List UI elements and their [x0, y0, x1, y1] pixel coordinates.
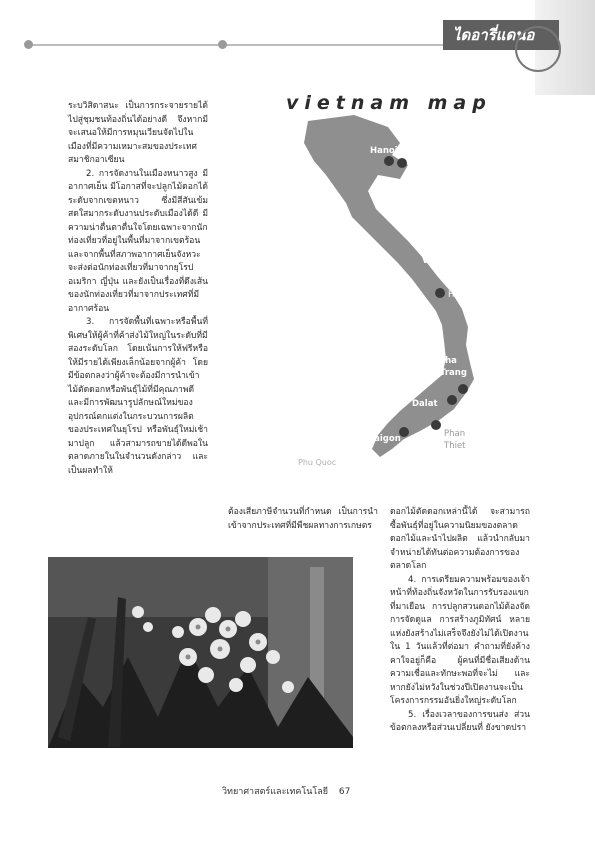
map-label-nhatrang-2: Trang — [440, 368, 467, 378]
footer-journal-name: วิทยาศาสตร์และเทคโนโลยี — [222, 787, 329, 797]
header-circle-ornament — [515, 26, 561, 72]
footer-page-number: 67 — [338, 787, 351, 797]
right-column — [390, 506, 530, 736]
left-paragraph-3: 3. การจัดพื้นที่เฉพาะหรือพื้นที่พิเศษให้ผู้ค้าที่ค้าส่งไม้ใหญ่ในระดับที่มีสองระดับโลก โดยเน้นการให้ฟรีหรือให้มีรายได้เพียงเล็กน้อยจากผู้ค้า โดยมีข้อตกลงว่าผู้ค้าจะต้องมีการนำเข้าไม้ตัดดอกหรือพันธุ์ไม้ที่มีคุณภาพดีและมีการพัฒนารูปลักษณ์ใหม่ของอุปกรณ์ตกแต่งในกระบวนการผลิตของประเทศในยุโรป หรือพันธุ์ใหม่เช้ามาปลูก แล้วสามารถขายได้ดีพอในตลาดภายในในจำนวนดังกล่าว และเป็นผลทำให้ — [68, 317, 208, 476]
left-column — [68, 100, 208, 478]
map-marker-hanoi-2 — [397, 158, 407, 168]
map-label-saigon: Saigon — [368, 434, 401, 444]
map-marker-phanthiet — [431, 420, 441, 430]
vietnam-land-shape — [304, 115, 474, 457]
footer — [222, 784, 350, 798]
map-label-haiphong: Hai Phong — [408, 172, 452, 182]
left-paragraph-1: ระบวิสิดาสนะ เป็นการกระจายรายได้ไปสู่ชุมชนท้องถิ่นได้อย่างดี จึงหากมีจะเสนอให้มีการหมุนเวียนจัดไปในเมืองที่มีความเหมาะสมของประเทศสมาชิกอาเซียน — [68, 101, 208, 165]
header-rule-dot-mid — [218, 40, 227, 49]
section-label: ไดอารี่แดนอวิทย์ — [443, 20, 559, 50]
vietnam-map — [296, 113, 526, 483]
orchid-photo-image — [48, 557, 353, 748]
map-marker-dalat — [447, 395, 457, 405]
map-marker-hoian — [435, 288, 445, 298]
right-paragraph-1: ดอกไม้ตัดดอกเหล่านี้ได้ จะสามารถซื้อพันธุ์ที่อยู่ในความนิยมของตลาดดอกไม้และนำไปผลิต แล้วนำกลับมาจำหน่ายได้ทันต่อความต้องการของตลาดโลก — [390, 507, 530, 571]
map-marker-nhatrang — [458, 384, 468, 394]
map-label-hoian: Hoi An — [448, 290, 476, 300]
map-label-phanthiet-2: Thiet — [444, 441, 466, 451]
map-title: vietnam map — [286, 92, 492, 114]
right-paragraph-2: 4. การเตรียมความพร้อมของเจ้าหน้าที่ท้องถิ่นจังหวัดในการรับรองแขกที่มาเยือน การปลูกสวนดอกไม้ต้องจัด การจัดดูแล การสร้างภูมิทัศน์ หลายแห่งยังสร้างไม่เสร็จจึงยังไม่ได้เปิดงานใน 1 วันแล้วที่ต่อมา คำถามที่ยังค้างคาใจอยู่ก็คือ ผู้คนที่มีชื่อเสียงด้านความเชื่อและทักษะพอที่จะไม่ และหากยังไม่หวังในช่วงปีเปิดงานจะเป็นโครงการกรรมอันยิ่งใหญ่ระดับโลก — [390, 574, 530, 706]
map-marker-hanoi-1 — [384, 156, 394, 166]
map-label-phanthiet-1: Phan — [444, 429, 466, 439]
orchid-photo — [48, 557, 353, 748]
left-paragraph-2: 2. การจัดงานในเมืองหนาวสูง มีอากาศเย็น มีโอกาสที่จะปลูกไม้ดอกได้ระดับจากเขตหนาว ซึ่งมีสีสันเข้มสดใสมากระดับงานประดับเมืองได้ดี มีความน่าตื่นตาตื่นใจโดยเฉพาะจากนักท่องเที่ยวที่อยู่ในพื้นที่มาจากเขตร้อนและจากพื้นที่สภาพอากาศเย็นจังหวะจะส่งต่อนักท่องเที่ยวที่มาจากยุโรป อเมริกา ญี่ปุ่น และยังเป็นเรื่องที่ดึงเส้นของนักท่องเที่ยวที่มาจากประเทศที่มีอากาศร้อน — [68, 168, 208, 314]
map-label-nhatrang-1: Nha — [438, 356, 457, 366]
map-label-vietnam: Vietnam — [422, 256, 462, 266]
header-rule-dot-left — [24, 40, 33, 49]
right-paragraph-3: 5. เรื่องเวลาของการขนส่ง ส่วนข้อตกลงหรือส่วนเปลี่ยนที่ ยังขาดปรา — [390, 709, 530, 733]
map-label-dalat: Dalat — [412, 399, 438, 409]
middle-column-text: ต้องเสียภาษีจำนวนที่กำหนด เป็นการนำเข้าจากประเทศที่มีพืชผลทางการเกษตร — [228, 507, 378, 531]
map-marker-saigon — [399, 427, 409, 437]
map-label-phuquoc: Phu Quoc — [298, 458, 337, 467]
header-rule — [28, 44, 448, 46]
map-label-hanoi: Hanoi — [370, 146, 398, 156]
